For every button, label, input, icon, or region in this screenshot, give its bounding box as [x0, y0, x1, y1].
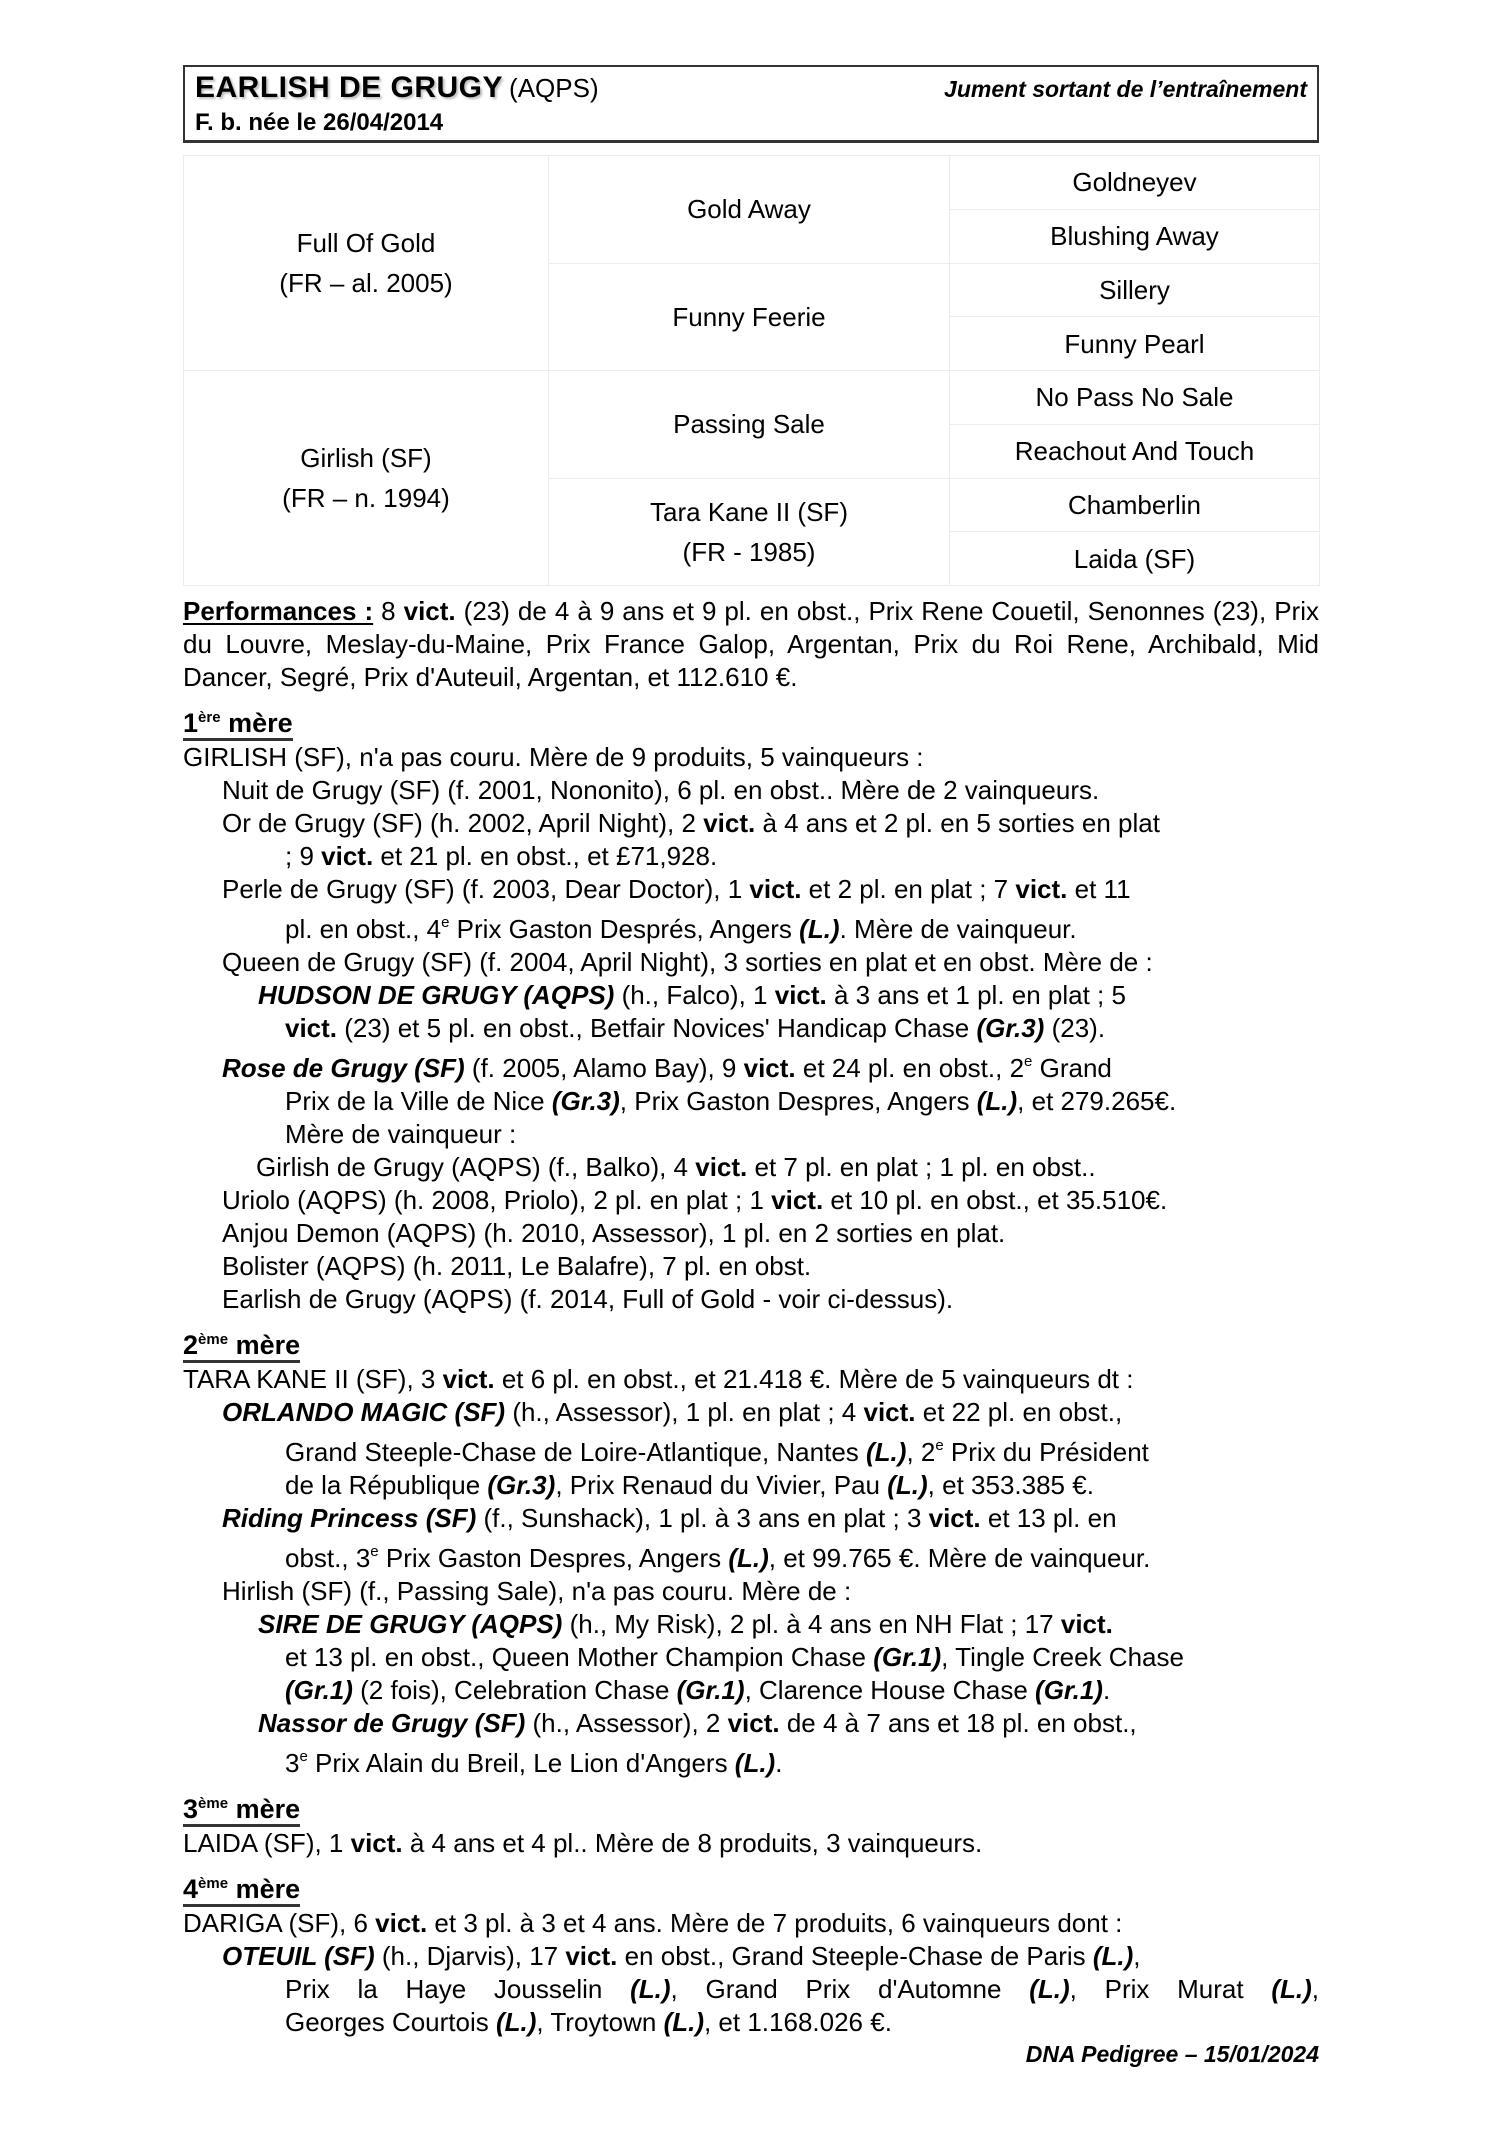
dam-cell: [184, 371, 549, 586]
sire-name: Full Of Gold: [296, 228, 436, 258]
produce-entry: Girlish de Grugy (AQPS) (f., Balko), 4 vict. et 7 pl. en plat ; 1 pl. en obst..: [256, 1152, 1096, 1182]
dam-name: Girlish (SF): [300, 443, 432, 473]
produce-entry-cont: Prix la Haye Jousselin (L.), Grand Prix d'Automne (L.), Prix Murat (L.),: [285, 1974, 1319, 2004]
produce-entry: Perle de Grugy (SF) (f. 2003, Dear Doctor), 1 vict. et 2 pl. en plat ; 7 vict. et 11: [222, 874, 1131, 904]
great-grandparent-cell: Sillery: [950, 263, 1320, 317]
performances: Performances : 8 vict. (23) de 4 à 9 ans et 9 pl. en obst., Prix Rene Couetil, Senonnes (23), Prix du Louvre, Meslay-du-Maine, Prix France Galop, Argentan, Prix du Roi Rene, Archibald, Mid Dancer, Segré, Prix d'Auteuil, Argentan, et 112.610 €.: [183, 596, 1319, 692]
produce-entry-cont: Grand Steeple-Chase de Loire-Atlantique, Nantes (L.), 2e Prix du Président: [285, 1437, 1149, 1467]
dam-dam-cell: [549, 478, 950, 586]
section-2eme-mere: [183, 1316, 1319, 1363]
produce-entry-cont: Georges Courtois (L.), Troytown (L.), et 1.168.026 €.: [285, 2007, 892, 2037]
produce-entry-cont: ; 9 vict. et 21 pl. en obst., et £71,928.: [285, 841, 718, 871]
produce-entry: Queen de Grugy (SF) (f. 2004, April Night), 3 sorties en plat et en obst. Mère de :: [222, 947, 1153, 977]
performances-label: Performances :: [183, 596, 374, 626]
title-line: [195, 71, 1307, 109]
produce-entry: Earlish de Grugy (AQPS) (f. 2014, Full of Gold - voir ci-dessus).: [222, 1284, 954, 1314]
great-grandparent-cell: Laida (SF): [950, 532, 1320, 586]
winner-name: ORLANDO MAGIC (SF): [222, 1397, 506, 1427]
produce-entry: Rose de Grugy (SF) (f. 2005, Alamo Bay), 9 vict. et 24 pl. en obst., 2e Grand: [222, 1053, 1112, 1083]
produce-entry-cont: obst., 3e Prix Gaston Despres, Angers (L.), et 99.765 €. Mère de vainqueur.: [285, 1543, 1151, 1573]
produce-entry-cont: pl. en obst., 4e Prix Gaston Després, Angers (L.). Mère de vainqueur.: [285, 914, 1077, 944]
sire-sire-cell: Gold Away: [549, 156, 950, 264]
great-grandparent-cell: Reachout And Touch: [950, 424, 1320, 478]
produce-entry: Bolister (AQPS) (h. 2011, Le Balafre), 7 pl. en obst.: [222, 1251, 812, 1281]
produce-entry: OTEUIL (SF) (h., Djarvis), 17 vict. en obst., Grand Steeple-Chase de Paris (L.),: [222, 1941, 1141, 1971]
produce-entry: Uriolo (AQPS) (h. 2008, Priolo), 2 pl. en plat ; 1 vict. et 10 pl. en obst., et 35.510€.: [222, 1185, 1168, 1215]
produce-entry: SIRE DE GRUGY (AQPS) (h., My Risk), 2 pl. à 4 ans en NH Flat ; 17 vict.: [258, 1609, 1113, 1639]
produce-entry-cont: Mère de vainqueur :: [285, 1119, 517, 1149]
birth-info: F. b. née le 26/04/2014: [195, 109, 444, 136]
body-text: [183, 595, 1319, 2039]
dam-dam-origin: (FR - 1985): [682, 536, 816, 567]
section-4eme-mere: [183, 1860, 1319, 1907]
produce-entry: Nuit de Grugy (SF) (f. 2001, Nononito), 6 pl. en obst.. Mère de 2 vainqueurs.: [222, 775, 1100, 805]
produce-entry-cont: de la République (Gr.3), Prix Renaud du Vivier, Pau (L.), et 353.385 €.: [285, 1470, 1094, 1500]
footer-source-date: DNA Pedigree – 15/01/2024: [1025, 2041, 1319, 2067]
section-title: 4ème mère: [183, 1869, 300, 1907]
header-box: [183, 65, 1319, 143]
produce-entry: Riding Princess (SF) (f., Sunshack), 1 pl. à 3 ans en plat ; 3 vict. et 13 pl. en: [222, 1503, 1117, 1533]
great-grandparent-cell: Chamberlin: [950, 478, 1320, 532]
produce-entry-cont: 3e Prix Alain du Breil, Le Lion d'Angers (L.).: [285, 1748, 783, 1778]
section-1ere-mere: [183, 694, 1319, 741]
produce-entry: Hirlish (SF) (f., Passing Sale), n'a pas couru. Mère de :: [222, 1576, 852, 1606]
dam-intro: LAIDA (SF), 1 vict. à 4 ans et 4 pl.. Mère de 8 produits, 3 vainqueurs.: [183, 1828, 983, 1858]
sire-dam-cell: Funny Feerie: [549, 263, 950, 371]
produce-entry: Anjou Demon (AQPS) (h. 2010, Assessor), 1 pl. en 2 sorties en plat.: [222, 1218, 1006, 1248]
produce-entry: Or de Grugy (SF) (h. 2002, April Night), 2 vict. à 4 ans et 2 pl. en 5 sorties en plat: [222, 808, 1160, 838]
winner-name: Riding Princess (SF): [222, 1503, 477, 1533]
great-grandparent-cell: Blushing Away: [950, 209, 1320, 263]
dam-origin: (FR – n. 1994): [282, 483, 450, 513]
section-title: 1ère mère: [183, 703, 293, 741]
dam-intro: TARA KANE II (SF), 3 vict. et 6 pl. en obst., et 21.418 €. Mère de 5 vainqueurs dt :: [183, 1364, 1134, 1394]
produce-entry: ORLANDO MAGIC (SF) (h., Assessor), 1 pl. en plat ; 4 vict. et 22 pl. en obst.,: [222, 1397, 1123, 1427]
horse-title: [195, 71, 599, 105]
horse-breed: (AQPS): [509, 73, 599, 103]
sire-cell: [184, 156, 549, 371]
produce-entry-cont: vict. (23) et 5 pl. en obst., Betfair Novices' Handicap Chase (Gr.3) (23).: [285, 1013, 1106, 1043]
produce-entry-cont: Prix de la Ville de Nice (Gr.3), Prix Gaston Despres, Angers (L.), et 279.265€.: [285, 1086, 1177, 1116]
section-title: 2ème mère: [183, 1325, 300, 1363]
dam-sire-cell: Passing Sale: [549, 371, 950, 479]
winner-name: Nassor de Grugy (SF): [258, 1708, 526, 1738]
produce-entry: Nassor de Grugy (SF) (h., Assessor), 2 vict. de 4 à 7 ans et 18 pl. en obst.,: [258, 1708, 1137, 1738]
winner-name: Rose de Grugy (SF): [222, 1053, 465, 1083]
dam-intro: GIRLISH (SF), n'a pas couru. Mère de 9 produits, 5 vainqueurs :: [183, 742, 924, 772]
section-3eme-mere: [183, 1780, 1319, 1827]
produce-entry-cont: et 13 pl. en obst., Queen Mother Champion Chase (Gr.1), Tingle Creek Chase: [285, 1642, 1184, 1672]
section-title: 3ème mère: [183, 1789, 300, 1827]
horse-status: Jument sortant de l’entraînement: [944, 76, 1307, 102]
great-grandparent-cell: Funny Pearl: [950, 317, 1320, 371]
winner-name: HUDSON DE GRUGY (AQPS): [258, 980, 615, 1010]
winner-name: OTEUIL (SF): [222, 1941, 375, 1971]
pedigree-page: [183, 65, 1319, 2037]
produce-entry: HUDSON DE GRUGY (AQPS) (h., Falco), 1 vict. à 3 ans et 1 pl. en plat ; 5: [258, 980, 1126, 1010]
produce-entry-cont: (Gr.1) (2 fois), Celebration Chase (Gr.1), Clarence House Chase (Gr.1).: [285, 1675, 1111, 1705]
dam-intro: DARIGA (SF), 6 vict. et 3 pl. à 3 et 4 ans. Mère de 7 produits, 6 vainqueurs dont :: [183, 1908, 1123, 1938]
great-grandparent-cell: No Pass No Sale: [950, 371, 1320, 425]
horse-name: EARLISH DE GRUGY: [195, 71, 504, 104]
sire-origin: (FR – al. 2005): [279, 268, 453, 298]
dam-dam-name: Tara Kane II (SF): [650, 496, 848, 527]
great-grandparent-cell: Goldneyev: [950, 156, 1320, 210]
pedigree-table: [183, 155, 1320, 586]
winner-name: SIRE DE GRUGY (AQPS): [258, 1609, 563, 1639]
